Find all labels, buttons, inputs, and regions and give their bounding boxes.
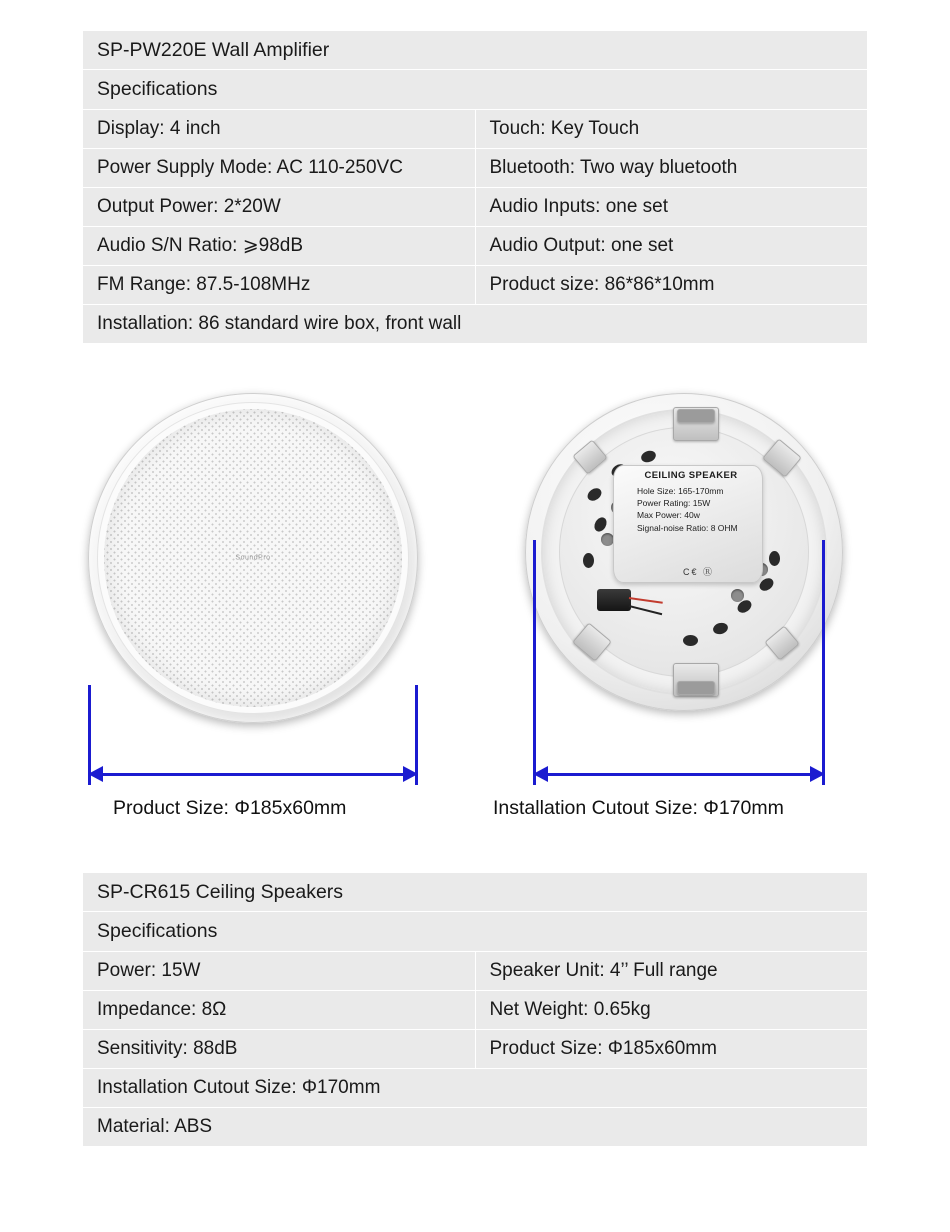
table-row bbox=[83, 187, 868, 226]
table-row bbox=[83, 990, 868, 1029]
speaker-cutout-cell: Installation Cutout Size: Φ170mm bbox=[83, 1068, 868, 1107]
table-row bbox=[83, 1029, 868, 1068]
dimension-arrow-right bbox=[810, 766, 825, 782]
spec-cell: Speaker Unit: 4’’ Full range bbox=[475, 951, 868, 990]
dimension-tick bbox=[822, 540, 825, 785]
spec-cell: Power: 15W bbox=[83, 951, 476, 990]
spec-cell: Sensitivity: 88dB bbox=[83, 1029, 476, 1068]
table-row bbox=[83, 148, 868, 187]
spec-cell: Audio Inputs: one set bbox=[475, 187, 868, 226]
amplifier-title: SP-PW220E Wall Amplifier bbox=[83, 31, 868, 70]
spec-cell: Display: 4 inch bbox=[83, 109, 476, 148]
dimension-arrow-left bbox=[533, 766, 548, 782]
table-row bbox=[83, 1107, 868, 1146]
spec-cell: Output Power: 2*20W bbox=[83, 187, 476, 226]
label-line: Max Power: 40w bbox=[637, 510, 700, 521]
table-row bbox=[83, 1068, 868, 1107]
rear-speaker-caption: Installation Cutout Size: Φ170mm bbox=[493, 797, 784, 819]
table-row bbox=[83, 265, 868, 304]
certification-marks: C€ Ⓡ bbox=[683, 567, 715, 577]
spec-cell: Power Supply Mode: AC 110-250VC bbox=[83, 148, 476, 187]
speaker-spec-table bbox=[82, 872, 868, 1147]
label-line: Signal-noise Ratio: 8 OHM bbox=[637, 522, 738, 533]
spec-cell: Net Weight: 0.65kg bbox=[475, 990, 868, 1029]
spec-cell: Bluetooth: Two way bluetooth bbox=[475, 148, 868, 187]
spec-cell: Touch: Key Touch bbox=[475, 109, 868, 148]
product-photo-area bbox=[0, 385, 950, 845]
table-row bbox=[83, 912, 868, 951]
amplifier-spec-table bbox=[82, 30, 868, 344]
speaker-title: SP-CR615 Ceiling Speakers bbox=[83, 873, 868, 912]
table-row bbox=[83, 31, 868, 70]
spec-cell: Audio Output: one set bbox=[475, 226, 868, 265]
rear-speaker-dimension bbox=[0, 385, 950, 845]
speaker-logo: SoundPro bbox=[235, 554, 271, 562]
table-row bbox=[83, 109, 868, 148]
spec-cell: Product size: 86*86*10mm bbox=[475, 265, 868, 304]
spec-cell: FM Range: 87.5-108MHz bbox=[83, 265, 476, 304]
spec-cell: Product Size: Φ185x60mm bbox=[475, 1029, 868, 1068]
spec-cell: Impedance: 8Ω bbox=[83, 990, 476, 1029]
amplifier-specifications-header: Specifications bbox=[83, 70, 868, 109]
table-row bbox=[83, 873, 868, 912]
speaker-material-cell: Material: ABS bbox=[83, 1107, 868, 1146]
spec-cell: Audio S/N Ratio: ⩾98dB bbox=[83, 226, 476, 265]
dimension-line bbox=[541, 773, 815, 776]
table-row bbox=[83, 226, 868, 265]
dimension-tick bbox=[533, 540, 536, 785]
label-line: Power Rating: 15W bbox=[637, 498, 711, 509]
label-line: Hole Size: 165-170mm bbox=[637, 485, 724, 496]
table-row bbox=[83, 304, 868, 343]
table-row bbox=[83, 951, 868, 990]
label-title: CEILING SPEAKER bbox=[644, 470, 738, 481]
front-speaker-caption: Product Size: Φ185x60mm bbox=[113, 797, 347, 819]
speaker-specifications-header: Specifications bbox=[83, 912, 868, 951]
table-row bbox=[83, 70, 868, 109]
amplifier-installation-cell: Installation: 86 standard wire box, front wall bbox=[83, 304, 868, 343]
